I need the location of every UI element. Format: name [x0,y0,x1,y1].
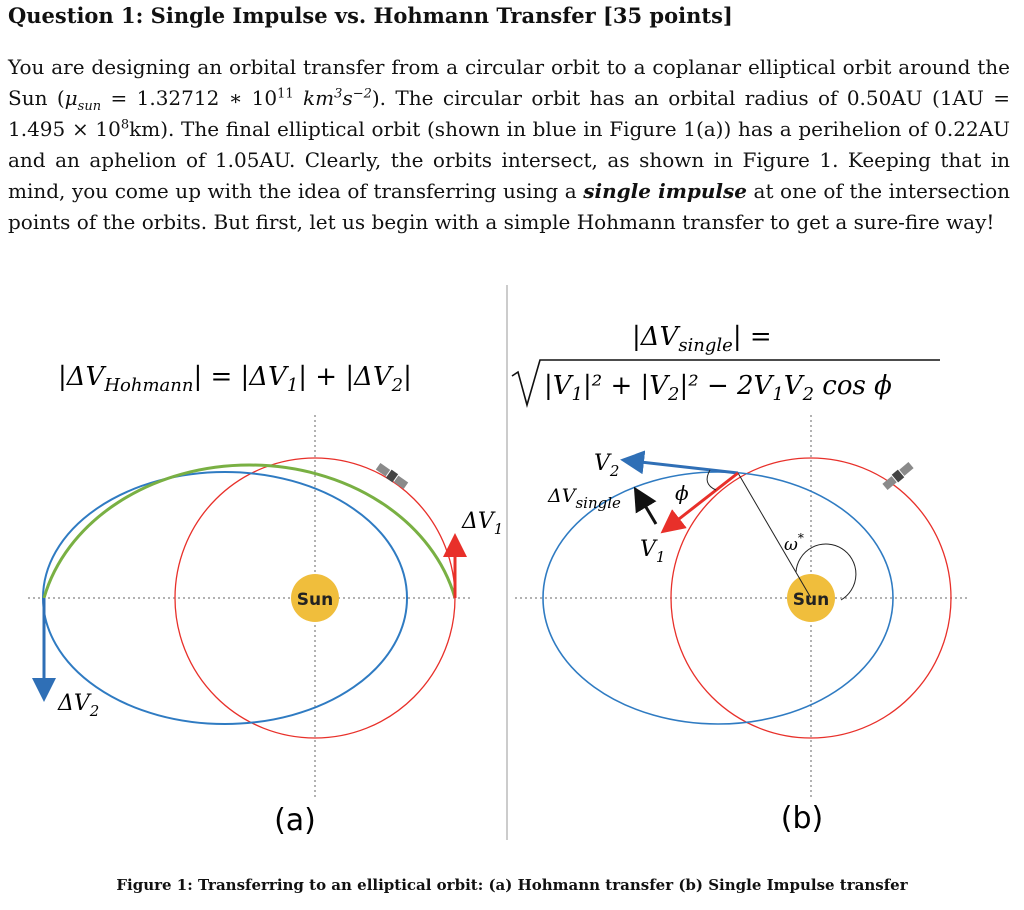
panel-b-label: (b) [780,801,824,836]
question-title: Question 1: Single Impulse vs. Hohmann Transfer [35 points] [8,3,733,28]
figure-caption: Figure 1: Transferring to an elliptical orbit: (a) Hohmann transfer (b) Single Impulse transfer [116,876,908,894]
mu-s-exp: −2 [352,86,372,102]
v1-label: $V_1$ [640,537,666,566]
sun-label-a: Sun [296,590,334,610]
v2-arrow [632,461,738,473]
mu-exp: 11 [277,86,294,102]
mu-unit: km [293,86,335,110]
para-part-3: km). The final elliptical orbit (shown in blue in Figure 1(a)) has a perihelion of 0.22AU and an aphelion of 1.05AU. Clearly, the orbits intersect, as shown in Figure 1. Keeping that in mind, you come up with the idea of transferring using a [8,117,1010,203]
mu-sub: sun [77,99,102,114]
dv-single-arrow [640,497,656,524]
mu-unit-exp: 3 [334,86,343,102]
dv2-label: $\Delta V_2$ [58,691,100,720]
omega-label: ω* [784,531,804,555]
para-part-2: ). The circular orbit has an orbital radius of 0.50AU (1AU = 1.495 × 10 [8,86,1011,141]
dv1-label: $\Delta V_1$ [462,509,504,538]
au-exp: 8 [120,117,130,133]
panel-a-label: (a) [274,803,316,838]
single-equation-top: $|\Delta V_{single}|$ = [632,322,772,356]
hohmann-equation: $|\Delta V_{Hohmann}| = |\Delta V_1| + |\Delta V_2|$ [58,362,412,396]
mu-symbol: μ [64,86,78,110]
figure-1 [0,280,1024,910]
question-text [8,52,1010,238]
mu-s: s [342,86,353,110]
para-part-1: You are designing an orbital transfer from a circular orbit to a coplanar elliptical orbit around the Sun ( [8,55,1010,110]
dv-single-label: $\Delta V_{single}$ [548,485,621,512]
emphasis-single-impulse: single impulse [583,179,747,203]
sun-label-b: Sun [792,590,830,610]
single-equation-bottom: $|V_1|^2 + |V_2|^2 - 2V_1V_2$ cos ϕ [544,371,892,405]
hohmann-transfer-arc [44,465,455,598]
mu-value: = 1.32712 ∗ 10 [101,86,278,110]
para-part-4: at one of the intersection points of the orbits. But first, let us begin with a simple Hohmann transfer to get a sure-fire way! [8,179,1010,234]
v2-label: $V_2$ [594,451,620,480]
phi-label: ϕ [675,481,689,505]
phi-arc [707,470,716,490]
satellite-icon [375,462,409,490]
satellite-icon-b [882,461,914,491]
